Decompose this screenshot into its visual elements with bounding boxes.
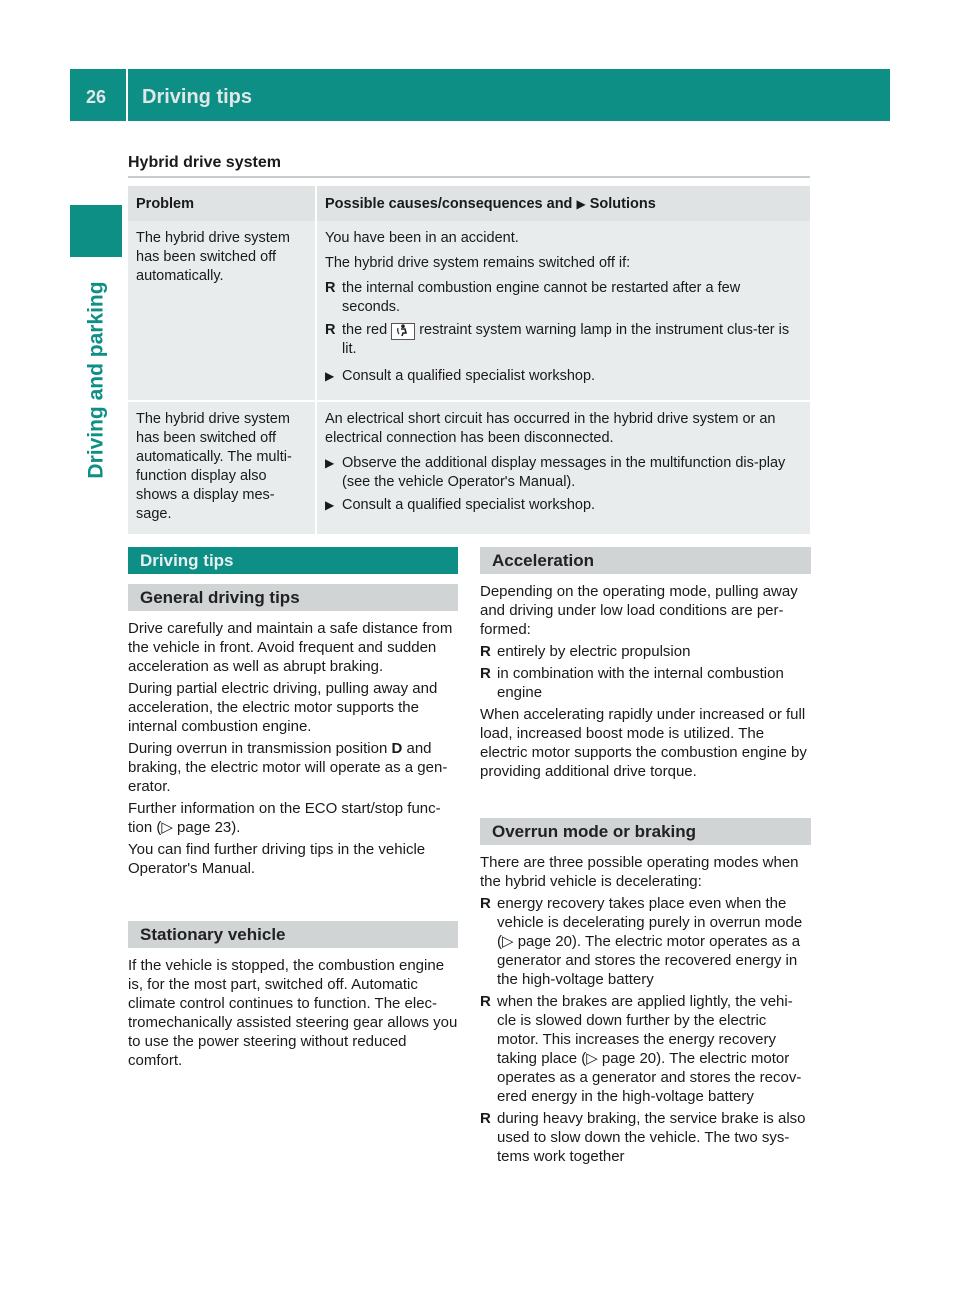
header-causes-text: Possible causes/consequences and bbox=[325, 196, 573, 212]
solution-cell bbox=[317, 400, 810, 534]
paragraph-page-reference: Further information on the ECO start/stop func-tion (▷ page 23). bbox=[128, 800, 441, 836]
table-row bbox=[128, 400, 810, 534]
paragraph: When accelerating rapidly under increased or full load, increased boost mode is utilized. The electric motor supports the combustion engine by providing additional drive torque. bbox=[480, 706, 807, 780]
header-problem: Problem bbox=[128, 186, 317, 221]
paragraph: If the vehicle is stopped, the combustion engine is, for the most part, switched off. Automatic climate control continues to function. The elec-tromechanically assisted steering gear allows you to use the power steering without reduced comfort. bbox=[128, 957, 458, 1069]
section-title-rule bbox=[128, 176, 810, 178]
paragraph bbox=[128, 739, 458, 796]
table-row bbox=[128, 221, 810, 400]
section-title: Hybrid drive system bbox=[128, 154, 281, 171]
table-header-row bbox=[128, 186, 810, 221]
solution-item bbox=[325, 454, 802, 492]
section-bar-driving-tips: Driving tips bbox=[128, 547, 458, 574]
list-item bbox=[325, 321, 802, 359]
solution-item bbox=[325, 367, 802, 386]
list-item bbox=[480, 992, 811, 1106]
list-item-text-after: restraint system warning lamp in the instrument clus-ter is lit. bbox=[342, 322, 790, 357]
spacer bbox=[480, 784, 811, 818]
bullet-icon: R bbox=[325, 322, 336, 338]
cause-text: An electrical short circuit has occurred in the hybrid drive system or an electrical connection has been disconnected. bbox=[325, 411, 776, 446]
bullet-icon: R bbox=[480, 643, 491, 660]
transmission-position: D bbox=[391, 740, 403, 757]
paragraph: There are three possible operating modes when the hybrid vehicle is decelerating: bbox=[480, 854, 799, 890]
bullet-icon: R bbox=[480, 895, 491, 912]
list-item bbox=[480, 1109, 811, 1166]
list-item-text: entirely by electric propulsion bbox=[497, 643, 691, 660]
side-tab-marker bbox=[70, 205, 122, 257]
subheading-acceleration: Acceleration bbox=[480, 547, 811, 574]
paragraph: Drive carefully and maintain a safe distance from the vehicle in front. Avoid frequent and sudden acceleration as well as abrupt braking. bbox=[128, 620, 453, 675]
solution-text: Consult a qualified specialist workshop. bbox=[342, 368, 596, 384]
list-item-text: during heavy braking, the service brake is also used to slow down the vehicle. The two sys-tems work together bbox=[497, 1110, 806, 1165]
list-item-text: the internal combustion engine cannot be restarted after a few seconds. bbox=[342, 280, 741, 315]
solution-text: Observe the additional display messages in the multifunction dis-play (see the vehicle Operator's Manual). bbox=[342, 455, 786, 490]
list-item bbox=[480, 664, 811, 702]
solution-cell bbox=[317, 221, 810, 400]
header-title: Driving tips bbox=[142, 86, 253, 108]
solution-arrow-icon: ▶ bbox=[325, 456, 335, 470]
spacer bbox=[128, 881, 458, 921]
paragraph: You can find further driving tips in the vehicle Operator's Manual. bbox=[128, 841, 426, 877]
list-item bbox=[480, 642, 811, 661]
page-number: 26 bbox=[86, 87, 107, 107]
header-solutions bbox=[317, 186, 810, 221]
paragraph: During partial electric driving, pulling away and acceleration, the electric motor supports the internal combustion engine. bbox=[128, 680, 438, 735]
solution-item bbox=[325, 496, 802, 515]
solution-arrow-icon: ▶ bbox=[325, 498, 335, 512]
cause-text: You have been in an accident. bbox=[325, 230, 519, 246]
solution-arrow-icon: ▶ bbox=[576, 197, 586, 211]
paragraph: Depending on the operating mode, pulling away and driving under low load conditions are per-formed: bbox=[480, 583, 798, 638]
problem-cell: The hybrid drive system has been switched off automatically. The multi-function display also shows a display mes-sage. bbox=[128, 400, 317, 534]
problem-cell: The hybrid drive system has been switched off automatically. bbox=[128, 221, 317, 400]
list-item-text: energy recovery takes place even when the vehicle is decelerating purely in overrun mode (▷ page 20). The electric motor operates as a generator and stores the recovered energy in the high-voltage battery bbox=[497, 895, 803, 988]
solution-text: Consult a qualified specialist workshop. bbox=[342, 497, 596, 513]
list-item-text-before: the red bbox=[342, 322, 388, 338]
problem-table bbox=[128, 186, 810, 534]
header-solutions-text: Solutions bbox=[589, 196, 656, 212]
list-item bbox=[325, 279, 802, 317]
side-chapter-text: Driving and parking bbox=[84, 281, 108, 479]
list-item-text: when the brakes are applied lightly, the vehi-cle is slowed down further by the electric motor. This increases the energy recovery taking place (▷ page 20). The electric motor operates as a generator and stores the recov-ered energy in the high-voltage battery bbox=[497, 993, 802, 1105]
restraint-system-warning-lamp-icon bbox=[391, 323, 415, 340]
paragraph-text: and braking, the electric motor will operate as a gen-erator. bbox=[128, 740, 448, 795]
bullet-icon: R bbox=[480, 665, 491, 682]
list-item-text: in combination with the internal combustion engine bbox=[497, 665, 784, 701]
subheading-overrun-mode: Overrun mode or braking bbox=[480, 818, 811, 845]
right-column bbox=[480, 547, 811, 1169]
cause-text: The hybrid drive system remains switched off if: bbox=[325, 255, 631, 271]
paragraph-text: During overrun in transmission position bbox=[128, 740, 388, 757]
left-column bbox=[128, 547, 458, 1073]
bullet-icon: R bbox=[480, 993, 491, 1010]
list-item bbox=[480, 894, 811, 989]
subheading-general-driving-tips: General driving tips bbox=[128, 584, 458, 611]
bullet-icon: R bbox=[325, 280, 336, 296]
bullet-icon: R bbox=[480, 1110, 491, 1127]
subheading-stationary-vehicle: Stationary vehicle bbox=[128, 921, 458, 948]
solution-arrow-icon: ▶ bbox=[325, 369, 335, 383]
header-divider bbox=[126, 69, 128, 121]
